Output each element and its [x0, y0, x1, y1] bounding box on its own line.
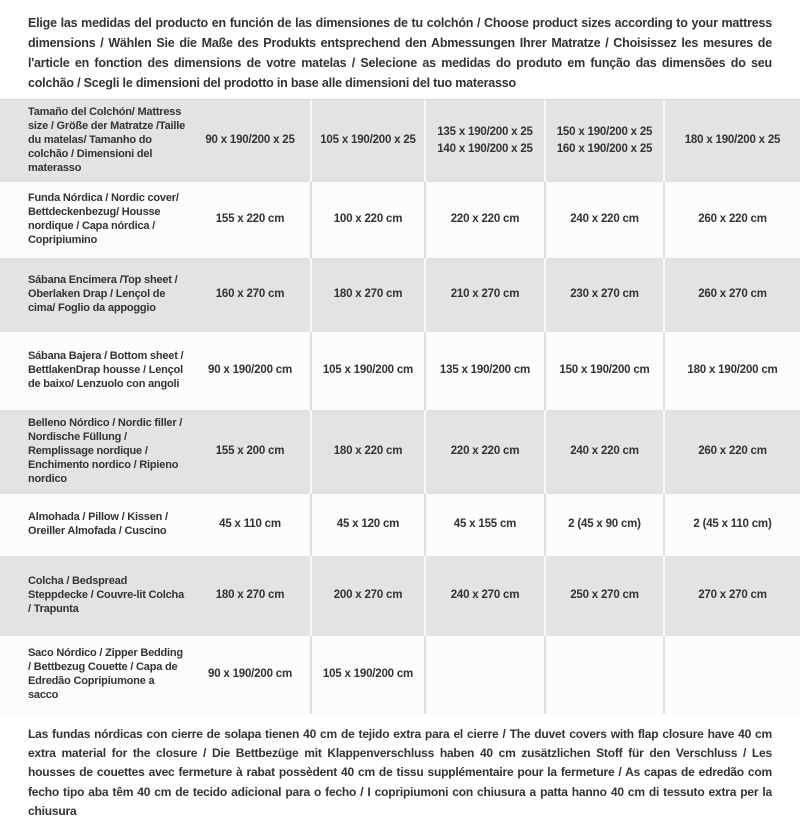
size-value: 150 x 190/200 cm [559, 364, 650, 377]
size-cell [310, 636, 424, 714]
size-value: 240 x 270 cm [450, 589, 520, 602]
size-value: 90 x 190/200 cm [208, 668, 292, 681]
size-value: 260 x 270 cm [698, 288, 767, 301]
size-value: 105 x 190/200 x 25 [320, 134, 416, 147]
size-cell [544, 332, 663, 410]
size-cell [663, 494, 800, 556]
size-cell [310, 258, 424, 332]
size-cell [424, 494, 544, 556]
table-row-nordic-filler [0, 410, 800, 494]
size-value: 160 x 270 cm [215, 288, 285, 301]
size-cell [310, 556, 424, 636]
size-cell [310, 494, 424, 556]
header-text: Elige las medidas del producto en función de las dimensiones de tu colchón / Choose product sizes according to your mattress dimensions / Wählen Sie die Maße des Produkts entsprechend den Abmessungen Ihrer Matratze / Choisissez les mesures de l'article en fonction des dimensions de votre matelas / Selecione as medidas do produto em função das dimensões do seu colchão / Scegli le dimensioni del prodotto in base alle dimensioni del tuo materasso [28, 16, 772, 90]
size-cell [424, 182, 544, 258]
size-cell [544, 100, 663, 182]
size-cell [190, 636, 310, 714]
size-cell [663, 636, 800, 714]
size-cell [190, 410, 310, 494]
size-cell [190, 258, 310, 332]
size-value: 240 x 220 cm [570, 213, 639, 226]
footer-note: Las fundas nórdicas con cierre de solapa tienen 40 cm de tejido extra para el cierre / The duvet covers with flap closure have 40 cm extra material for the closure / Die Bettbezüge mit Klappenverschluss haben 40 cm zusätzlichen Stoff für den Verschluss / Les housses de couettes avec fermeture à rabat possèdent 40 cm de tissu supplémentaire pour la fermeture / As capas de edredão com fecho tipo aba têm 40 cm de tecido adicional para o fecho / I copripiumoni con chiusura a patta hanno 40 cm di tessuto extra per la chiusura [28, 727, 772, 818]
size-value: 220 x 220 cm [450, 213, 520, 226]
size-value: 180 x 270 cm [333, 288, 403, 301]
table-row-bottom-sheet [0, 332, 800, 410]
size-value: 200 x 270 cm [333, 589, 403, 602]
size-cell [663, 556, 800, 636]
size-cell [310, 410, 424, 494]
size-value: 250 x 270 cm [570, 589, 639, 602]
size-value: 230 x 270 cm [570, 288, 639, 301]
size-cell [190, 182, 310, 258]
size-value: 155 x 220 cm [215, 213, 285, 226]
size-value: 270 x 270 cm [698, 589, 767, 602]
size-cell [190, 494, 310, 556]
size-cell [544, 556, 663, 636]
row-label: Saco Nórdico / Zipper Bedding / Bettbezug Couette / Capa de Edredão Copripiumone a sacco [28, 647, 183, 701]
size-cell [424, 332, 544, 410]
size-value: 90 x 190/200 x 25 [205, 134, 295, 147]
table-row-nordic-cover [0, 182, 800, 258]
size-value: 260 x 220 cm [698, 445, 767, 458]
size-value: 140 x 190/200 x 25 [437, 143, 533, 155]
size-value: 2 (45 x 90 cm) [568, 518, 641, 531]
row-label: Sábana Encimera /Top sheet / Oberlaken Drap / Lençol de cima/ Foglio da appoggio [28, 274, 178, 314]
table-row-mattress-size [0, 100, 800, 182]
size-cell [310, 100, 424, 182]
size-cell [544, 182, 663, 258]
size-cell [663, 410, 800, 494]
table-row-pillow [0, 494, 800, 556]
table-row-bedspread [0, 556, 800, 636]
size-cell [544, 494, 663, 556]
size-cell [424, 636, 544, 714]
size-value: 90 x 190/200 cm [208, 364, 292, 377]
size-value: 180 x 270 cm [215, 589, 285, 602]
size-value: 135 x 190/200 cm [439, 364, 531, 377]
size-value: 105 x 190/200 cm [322, 364, 414, 377]
size-value: 100 x 220 cm [333, 213, 403, 226]
size-cell [663, 258, 800, 332]
size-value: 45 x 155 cm [453, 518, 517, 531]
table-row-zipper-bedding [0, 636, 800, 714]
row-label: Belleno Nórdico / Nordic filler / Nordische Füllung / Remplissage nordique / Enchimento nordico / Ripieno nordico [28, 417, 183, 485]
row-label: Tamaño del Colchón/ Mattress size / Größe der Matratze /Taille du matelas/ Tamanho do colchão / Dimensioni del materasso [28, 106, 186, 174]
size-cell [190, 332, 310, 410]
size-cell [310, 332, 424, 410]
size-cell [544, 636, 663, 714]
size-value: 105 x 190/200 cm [322, 668, 414, 681]
size-value: 180 x 190/200 x 25 [684, 134, 781, 147]
size-value: 220 x 220 cm [450, 445, 520, 458]
size-value: 45 x 110 cm [219, 518, 281, 531]
table-row-top-sheet [0, 258, 800, 332]
row-label: Almohada / Pillow / Kissen / Oreiller Almofada / Cuscino [28, 511, 168, 537]
size-cell [424, 258, 544, 332]
size-cell [544, 410, 663, 494]
size-cell [190, 556, 310, 636]
size-value: 180 x 220 cm [333, 445, 403, 458]
size-value: 240 x 220 cm [570, 445, 639, 458]
size-value: 2 (45 x 110 cm) [693, 518, 772, 531]
size-cell [190, 100, 310, 182]
size-cell [544, 258, 663, 332]
size-value: 180 x 190/200 cm [687, 364, 778, 377]
size-cell [424, 410, 544, 494]
size-cell [663, 100, 800, 182]
size-cell [663, 332, 800, 410]
size-value: 155 x 200 cm [215, 445, 285, 458]
row-label: Sábana Bajera / Bottom sheet / BettlakenDrap housse / Lençol de baixo/ Lenzuolo con angoli [28, 350, 184, 390]
size-value: 135 x 190/200 x 25 [437, 125, 533, 138]
size-value: 160 x 190/200 x 25 [556, 143, 653, 155]
size-value: 45 x 120 cm [336, 518, 400, 531]
size-cell [424, 556, 544, 636]
size-value: 260 x 220 cm [698, 213, 767, 226]
row-label: Colcha / Bedspread Steppdecke / Couvre-lit Colcha / Trapunta [28, 575, 184, 615]
size-value: 150 x 190/200 x 25 [556, 125, 653, 138]
size-cell [310, 182, 424, 258]
product-size-table [0, 99, 800, 714]
size-cell [663, 182, 800, 258]
row-label: Funda Nórdica / Nordic cover/ Bettdeckenbezug/ Housse nordique / Capa nórdica / Copripiumino [28, 192, 179, 246]
size-cell [424, 100, 544, 182]
size-value: 210 x 270 cm [450, 288, 520, 301]
